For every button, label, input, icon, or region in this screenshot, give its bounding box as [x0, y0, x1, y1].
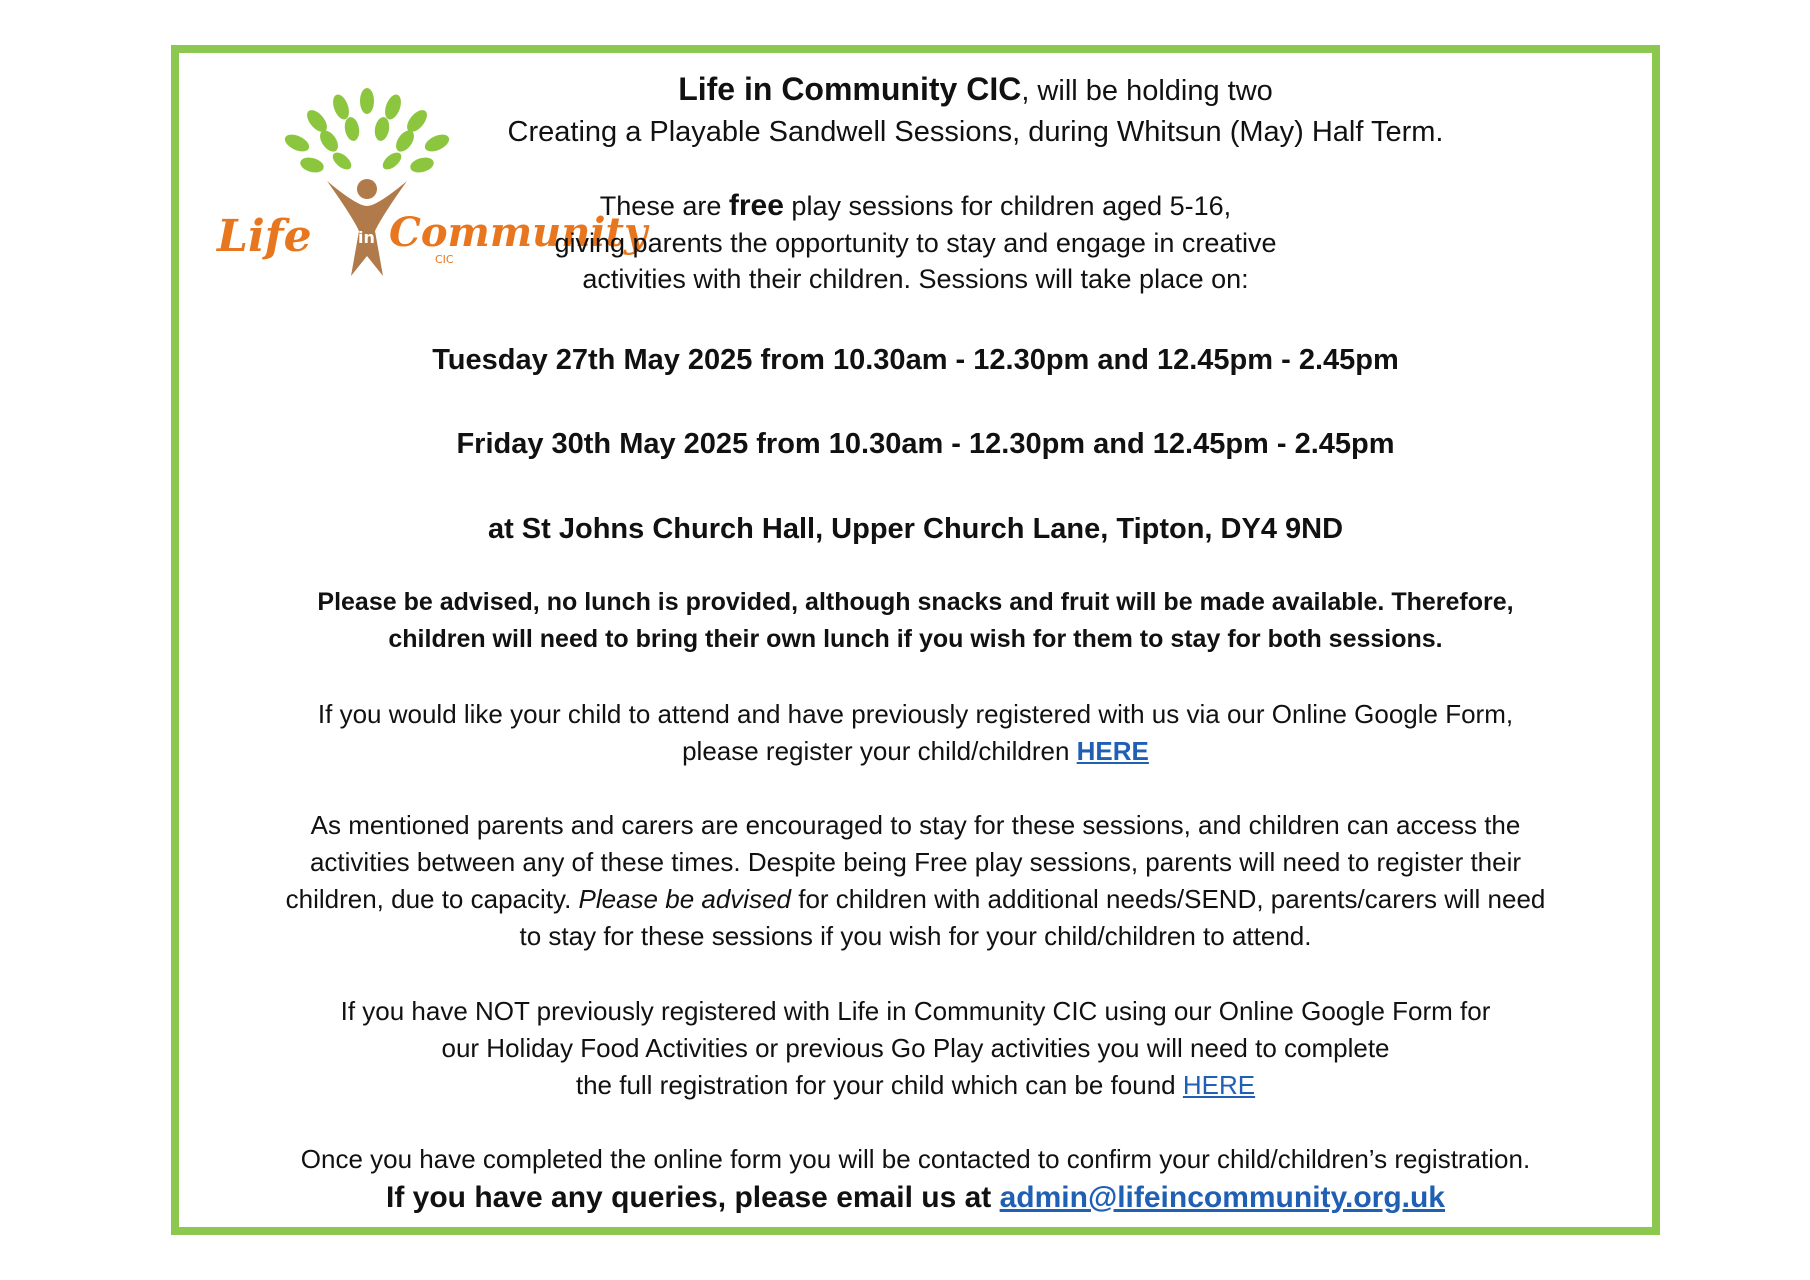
- not-registered-line-2: our Holiday Food Activities or previous Go Play activities you will need to complete: [441, 1033, 1390, 1063]
- full-registration-here-link[interactable]: HERE: [1182, 1070, 1256, 1100]
- svg-text:CIC: CIC: [435, 253, 454, 266]
- not-registered-line-1: If you have NOT previously registered with Life in Community CIC using our Online Google Form for: [340, 996, 1491, 1026]
- intro-line-1: [299, 70, 1652, 110]
- queries-line: If you have any queries, please email us at admin@lifeincommunity.org.uk: [386, 1181, 1445, 1214]
- please-be-advised-italic: Please be advised: [578, 884, 791, 914]
- registered-line-2: please register your child/children HERE: [682, 736, 1149, 766]
- session-tuesday: Tuesday 27th May 2025 from 10.30am - 12.30pm and 12.45pm - 2.45pm: [432, 344, 1399, 376]
- not-registered-line-3: the full registration for your child which can be found HERE: [575, 1070, 1256, 1100]
- free-emphasis: free: [728, 189, 784, 222]
- parents-line-1: As mentioned parents and carers are encouraged to stay for these sessions, and children can access the: [310, 810, 1521, 840]
- flyer-page: [171, 45, 1660, 1235]
- intro-line-1-rest: , will be holding two: [1021, 75, 1273, 107]
- lunch-notice-line-2: children will need to bring their own lunch if you wish for them to stay for both sessions.: [388, 625, 1443, 653]
- session-venue: at St Johns Church Hall, Upper Church Lane, Tipton, DY4 9ND: [487, 513, 1344, 545]
- svg-text:in: in: [358, 228, 375, 247]
- description-line-2: giving parents the opportunity to stay and engage in creative: [554, 228, 1277, 258]
- registered-here-link[interactable]: HERE: [1076, 736, 1149, 766]
- closing-line-1: Once you have completed the online form you will be contacted to confirm your child/children’s registration.: [300, 1144, 1531, 1174]
- registered-line-1: If you would like your child to attend and have previously registered with us via our Online Google Form,: [317, 699, 1514, 729]
- org-name: Life in Community CIC: [678, 71, 1022, 107]
- description-line-3: activities with their children. Sessions will take place on:: [582, 264, 1249, 294]
- session-friday: Friday 30th May 2025 from 10.30am - 12.30pm and 12.45pm - 2.45pm: [456, 428, 1395, 460]
- parents-line-3: children, due to capacity. Please be advised for children with additional needs/SEND, parents/carers will need: [285, 884, 1546, 914]
- svg-text:Community: Community: [389, 209, 648, 256]
- svg-text:Life: Life: [217, 211, 312, 262]
- lunch-notice-line-1: Please be advised, no lunch is provided, although snacks and fruit will be made available. Therefore,: [317, 588, 1514, 616]
- description-line-1: These are free play sessions for children aged 5-16,: [599, 189, 1232, 222]
- parents-line-2: activities between any of these times. Despite being Free play sessions, parents will need to register their: [309, 847, 1522, 877]
- parents-line-4: to stay for these sessions if you wish for your child/children to attend.: [519, 921, 1312, 951]
- admin-email-link[interactable]: admin@lifeincommunity.org.uk: [999, 1181, 1445, 1214]
- intro-line-2: Creating a Playable Sandwell Sessions, during Whitsun (May) Half Term.: [507, 116, 1444, 148]
